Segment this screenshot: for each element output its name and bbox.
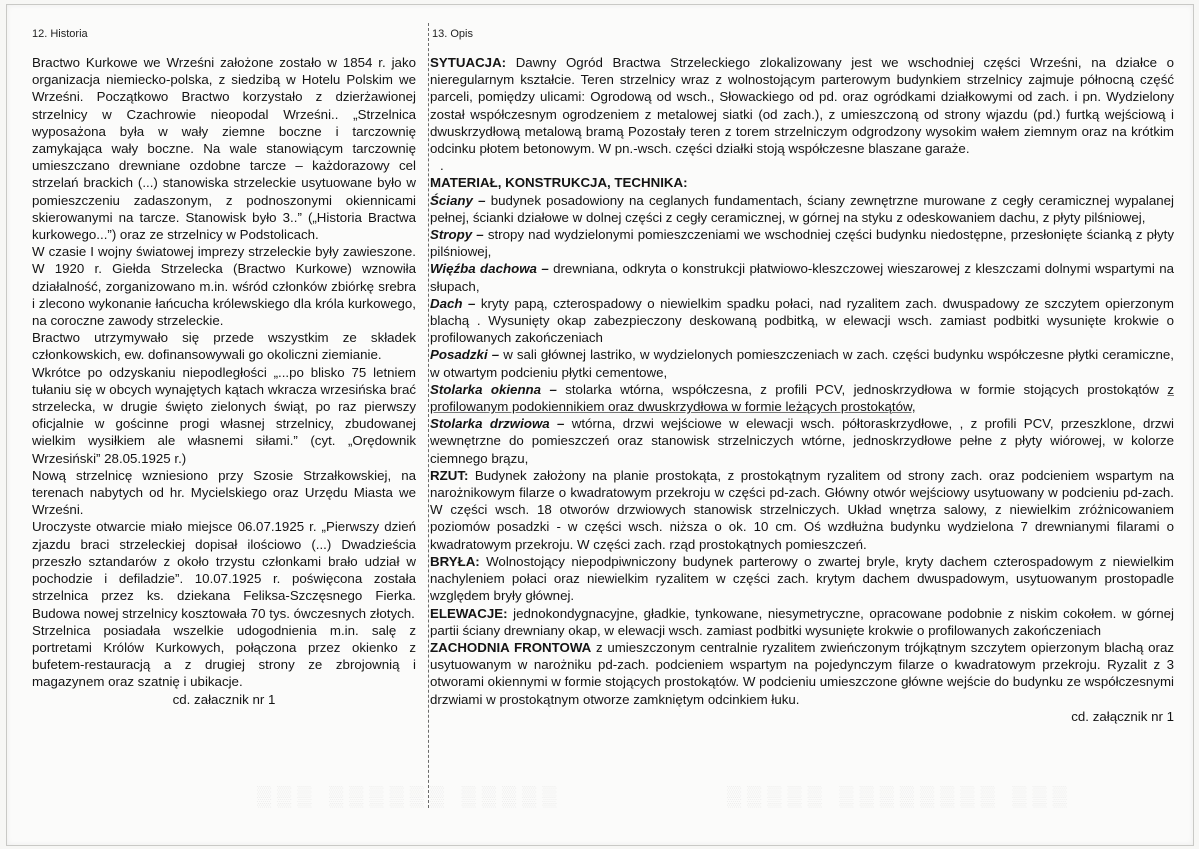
wiezba-text: drewniana, odkryta o konstrukcji płatwiowo-kleszczowej wieszarowej z kleszczami dolnymi wspartymi na słupach, [430, 261, 1174, 294]
stolarka-drzwiowa-section [430, 415, 1174, 467]
stolarka-okienna-label: Stolarka okienna – [430, 381, 557, 397]
sytuacja-label: SYTUACJA: [430, 55, 507, 70]
zachodnia-label: ZACHODNIA FRONTOWA [430, 639, 592, 655]
stolarka-okienna-section [430, 381, 1174, 415]
wiezba-label: Więźba dachowa – [430, 261, 549, 277]
sytuacja-text: Dawny Ogród Bractwa Strzeleckiego zlokalizowany jest we wschodniej części Wrześni, na działce o nieregularnym kształcie. Teren strzelnicy wraz z wolnostojącym parterowym budynkiem strzelnicy zajmuje północną część parceli, pomiędzy ulicami: Ogrodową od wsch., Słowackiego od pd. oraz ogródkami działkowymi od zach. i pn. Wydzielony został współczesnym ogrodzeniem z metalowej siatki (od zach.), z umieszczoną od strony wjazdu (pd.) furtką wejściową i dwuskrzydłową metalową bramą Pozostały teren z torem strzelniczym odgrodzony wysokim wałem ziemnym oraz na krótkim odcinku płotem betonowym. W pn.-wsch. części działki stoją współczesne blaszane garaże. [430, 55, 1174, 157]
dach-section [430, 295, 1174, 347]
section-header-opis: 13. Opis [432, 28, 473, 40]
sytuacja-section [430, 54, 1174, 157]
elewacje-section [430, 605, 1174, 639]
historia-paragraph: W czasie I wojny światowej imprezy strzeleckie były zawieszone. W 1920 r. Giełda Strzelecka (Bractwo Kurkowe) wznowiła działalność, zorganizowano m.in. wśród członków zbiórkę srebra i zlecono wykonanie łańcucha królewskiego dla króla kurkowego, na coroczne zawody strzeleckie. [32, 244, 416, 329]
material-heading [430, 174, 1174, 191]
dach-text: kryty papą, czterospadowy o niewielkim spadku połaci, nad ryzalitem zach. dwuspadowy ze szczytem opierzonym blachą . Wysunięty okap zabezpieczony deskowaną podbitką, w elewacji wsch. zamiast podbitki wysunięte krokwie o profilowanych zakończeniach [430, 295, 1174, 346]
rzut-section [430, 467, 1174, 553]
stolarka-okienna-underlined-text: z profilowanym podokiennikiem oraz dwuskrzydłowa w formie leżących prostokątów, [430, 381, 1174, 415]
opis-continuation-note: cd. załącznik nr 1 [1071, 708, 1174, 724]
dach-label: Dach – [430, 295, 476, 311]
sciany-section [430, 192, 1174, 226]
bryla-section [430, 553, 1174, 605]
zachodnia-section [430, 639, 1174, 708]
posadzki-label: Posadzki – [430, 347, 500, 363]
section-header-historia: 12. Historia [32, 28, 88, 40]
historia-paragraph: Wkrótce po odzyskaniu niepodległości „...po blisko 75 letniem tułaniu się w obcych wynajętych kątach wkracza wrzesińska brać strzelecka, w drugie święto zielonych świąt, po raz pierwszy oficjalnie w gościnne progi własnej strzelnicy, zbudowanej wielkim wysiłkiem ale własnemi siłami.” (cyt. „Orędownik Wrzesiński” 28.05.1925 r.) [32, 364, 416, 466]
historia-paragraph: Bractwo utrzymywało się przede wszystkim ze składek członkowskich, ew. dofinansowywali go okoliczni ziemianie. [32, 330, 416, 363]
stolarka-okienna-text: stolarka wtórna, współczesna, z profili PCV, jednoskrzydłowa w formie stojących prostokątów [556, 381, 1168, 397]
posadzki-text: w sali głównej lastriko, w wydzielonych pomieszczeniach w zach. części budynku współczesne płytki ceramiczne, w otwartym podcieniu płytki cementowe, [430, 347, 1174, 380]
stolarka-drzwiowa-text: wtórna, drzwi wejściowe w elewacji wsch. półtoraskrzydłowe, , z profili PCV, przeszklone, drzwi wewnętrzne do pomieszczeń oraz stanowisk strzelniczych wtórne, jednoskrzydłowe pełne z płyty wiórowej, w kolorze ciemnego brązu, [430, 416, 1174, 466]
historia-paragraph: Strzelnica posiadała wszelkie udogodnienia m.in. salę z portretami Królów Kurkowych, połączona przez okienko z bufetem-restauracją a z drugiej strony ze zbrojownią i magazynem oraz szatnię i ubikacje. [32, 622, 416, 690]
historia-column [32, 54, 416, 708]
bryla-text: Wolnostojący niepodpiwniczony budynek parterowy o zwartej bryle, kryty dachem czterospadowym z niewielkim nachyleniem połaci oraz niewielkim ryzalitem w części zach. krytym dachem dwuspadowym, usytuowanym prostopadle względem bryły głównej. [430, 553, 1174, 604]
stropy-text: stropy nad wydzielonymi pomieszczeniami we wschodniej części budynku niedostępne, przesłonięte ścianką z płyty pilśniowej, [430, 227, 1175, 260]
sciany-label: Ściany – [430, 192, 486, 208]
rzut-label: RZUT: [430, 467, 469, 483]
rzut-text: Budynek założony na planie prostokąta, z prostokątnym ryzalitem od strony zach. oraz podcieniem wspartym na narożnikowym filarze o kwadratowym przekroju w części pd-zach. Główny otwór wejściowy usytuowany w podcieniu pd-zach. W części wsch. 18 otworów drzwiowych stanowisk strzelniczych. Układ wnętrza salowy, z niewielkim zróżnicowaniem poziomów posadzki - w części wsch. niższa o ok. 10 cm. Oś wzdłużna budynku wydzielona 7 drewnianymi filarami o kwadratowym przekroju. W części zach. rząd prostokątnych pomieszczeń. [430, 467, 1174, 552]
stropy-label: Stropy – [430, 227, 484, 243]
zachodnia-text: z umieszczonym centralnie ryzalitem zwieńczonym trójkątnym szczytem opierzonym blachą oraz usytuowanym w narożniku pd-zach. podcieniem wspartym na pojedynczym filarze o kwadratowym przekroju. Ryzalit z 3 otworami okiennymi w formie stojących prostokątów. W podcieniu umieszczone główne wejście do budynku ze współczesnymi drzwiami w prostokątnym otworze zamkniętym odcinkiem łuku. [430, 639, 1174, 707]
stolarka-drzwiowa-label: Stolarka drzwiowa – [430, 416, 565, 432]
column-divider [428, 23, 429, 808]
bryla-label: BRYŁA: [430, 553, 480, 569]
historia-paragraph: Nową strzelnicę wzniesiono przy Szosie Strzałkowskiej, na terenach nabytych od hr. Mycielskiego oraz Urzędu Miasta we Wrześni. [32, 467, 416, 518]
historia-paragraph: Uroczyste otwarcie miało miejsce 06.07.1925 r. „Pierwszy dzień zjazdu braci strzeleckiej dopisał ilościowo (...) Dwadzieścia przeszło sztandarów z około trzystu członkami brało udział w pochodzie i defiladzie”. 10.07.1925 r. poświęcona została strzelnica przez ks. dziekana Feliksa-Szczęsnego Fierka. Budowa nowej strzelnicy kosztowała 70 tys. ówczesnych złotych. [32, 519, 416, 621]
sciany-text: budynek posadowiony na ceglanych fundamentach, ściany zewnętrzne murowane z cegły ceramicznej wypalanej pełnej, ścianki działowe w dolnej części z cegły ceramicznej, w górnej na styku z odeskowaniem dachu, z płyty pilśniowej, [430, 192, 1175, 225]
elewacje-text: jednokondygnacyjne, gładkie, tynkowane, niesymetryczne, opracowane podobnie z niskim cokołem. w górnej partii ściany drewniany okap, w elewacji wsch. zamiast podbitki wysunięte krokwie o profilowanych zakończeniach [430, 605, 1174, 638]
wiezba-section [430, 260, 1174, 294]
historia-paragraph: Bractwo Kurkowe we Wrześni założone zostało w 1854 r. jako organizacja niemiecko-polska, z siedzibą w Hotelu Polskim we Wrześni. Początkowo Bractwo korzystało z dzierżawionej strzelnicy w Czachrowie nieopodal Wrześni.. „Strzelnica wyposażona była w wały ziemne boczne i tarczownię zamykająca wały boczne. Na wale stanowiącym tarczownię umieszczano drewniane ozdobne tarcze – każdorazowy cel strzelań brackich (...) stanowiska strzeleckie usytuowane było w pomieszczeniu zadaszonym, z podnoszonymi okiennicami skierowanymi na tarcze. Stanowisk było 3..” („Historia Bractwa kurkowego...”) oraz ze strzelnicy w Podstolicach. [32, 55, 416, 243]
posadzki-section [430, 346, 1174, 380]
stropy-section [430, 226, 1174, 260]
bleed-through-text: ▒▒▒▒▒ ▒▒▒▒▒▒▒▒ ▒▒▒ [727, 786, 1073, 808]
elewacje-label: ELEWACJE: [430, 605, 508, 621]
opis-column [430, 54, 1174, 725]
material-heading-text: MATERIAŁ, KONSTRUKCJA, TECHNIKA: [430, 175, 688, 191]
bleed-through-text: ▒▒▒ ▒▒▒▒▒▒ ▒▒▒▒▒ [257, 786, 563, 808]
historia-continuation-note: cd. załacznik nr 1 [172, 691, 276, 707]
stray-dot: . [440, 158, 444, 174]
